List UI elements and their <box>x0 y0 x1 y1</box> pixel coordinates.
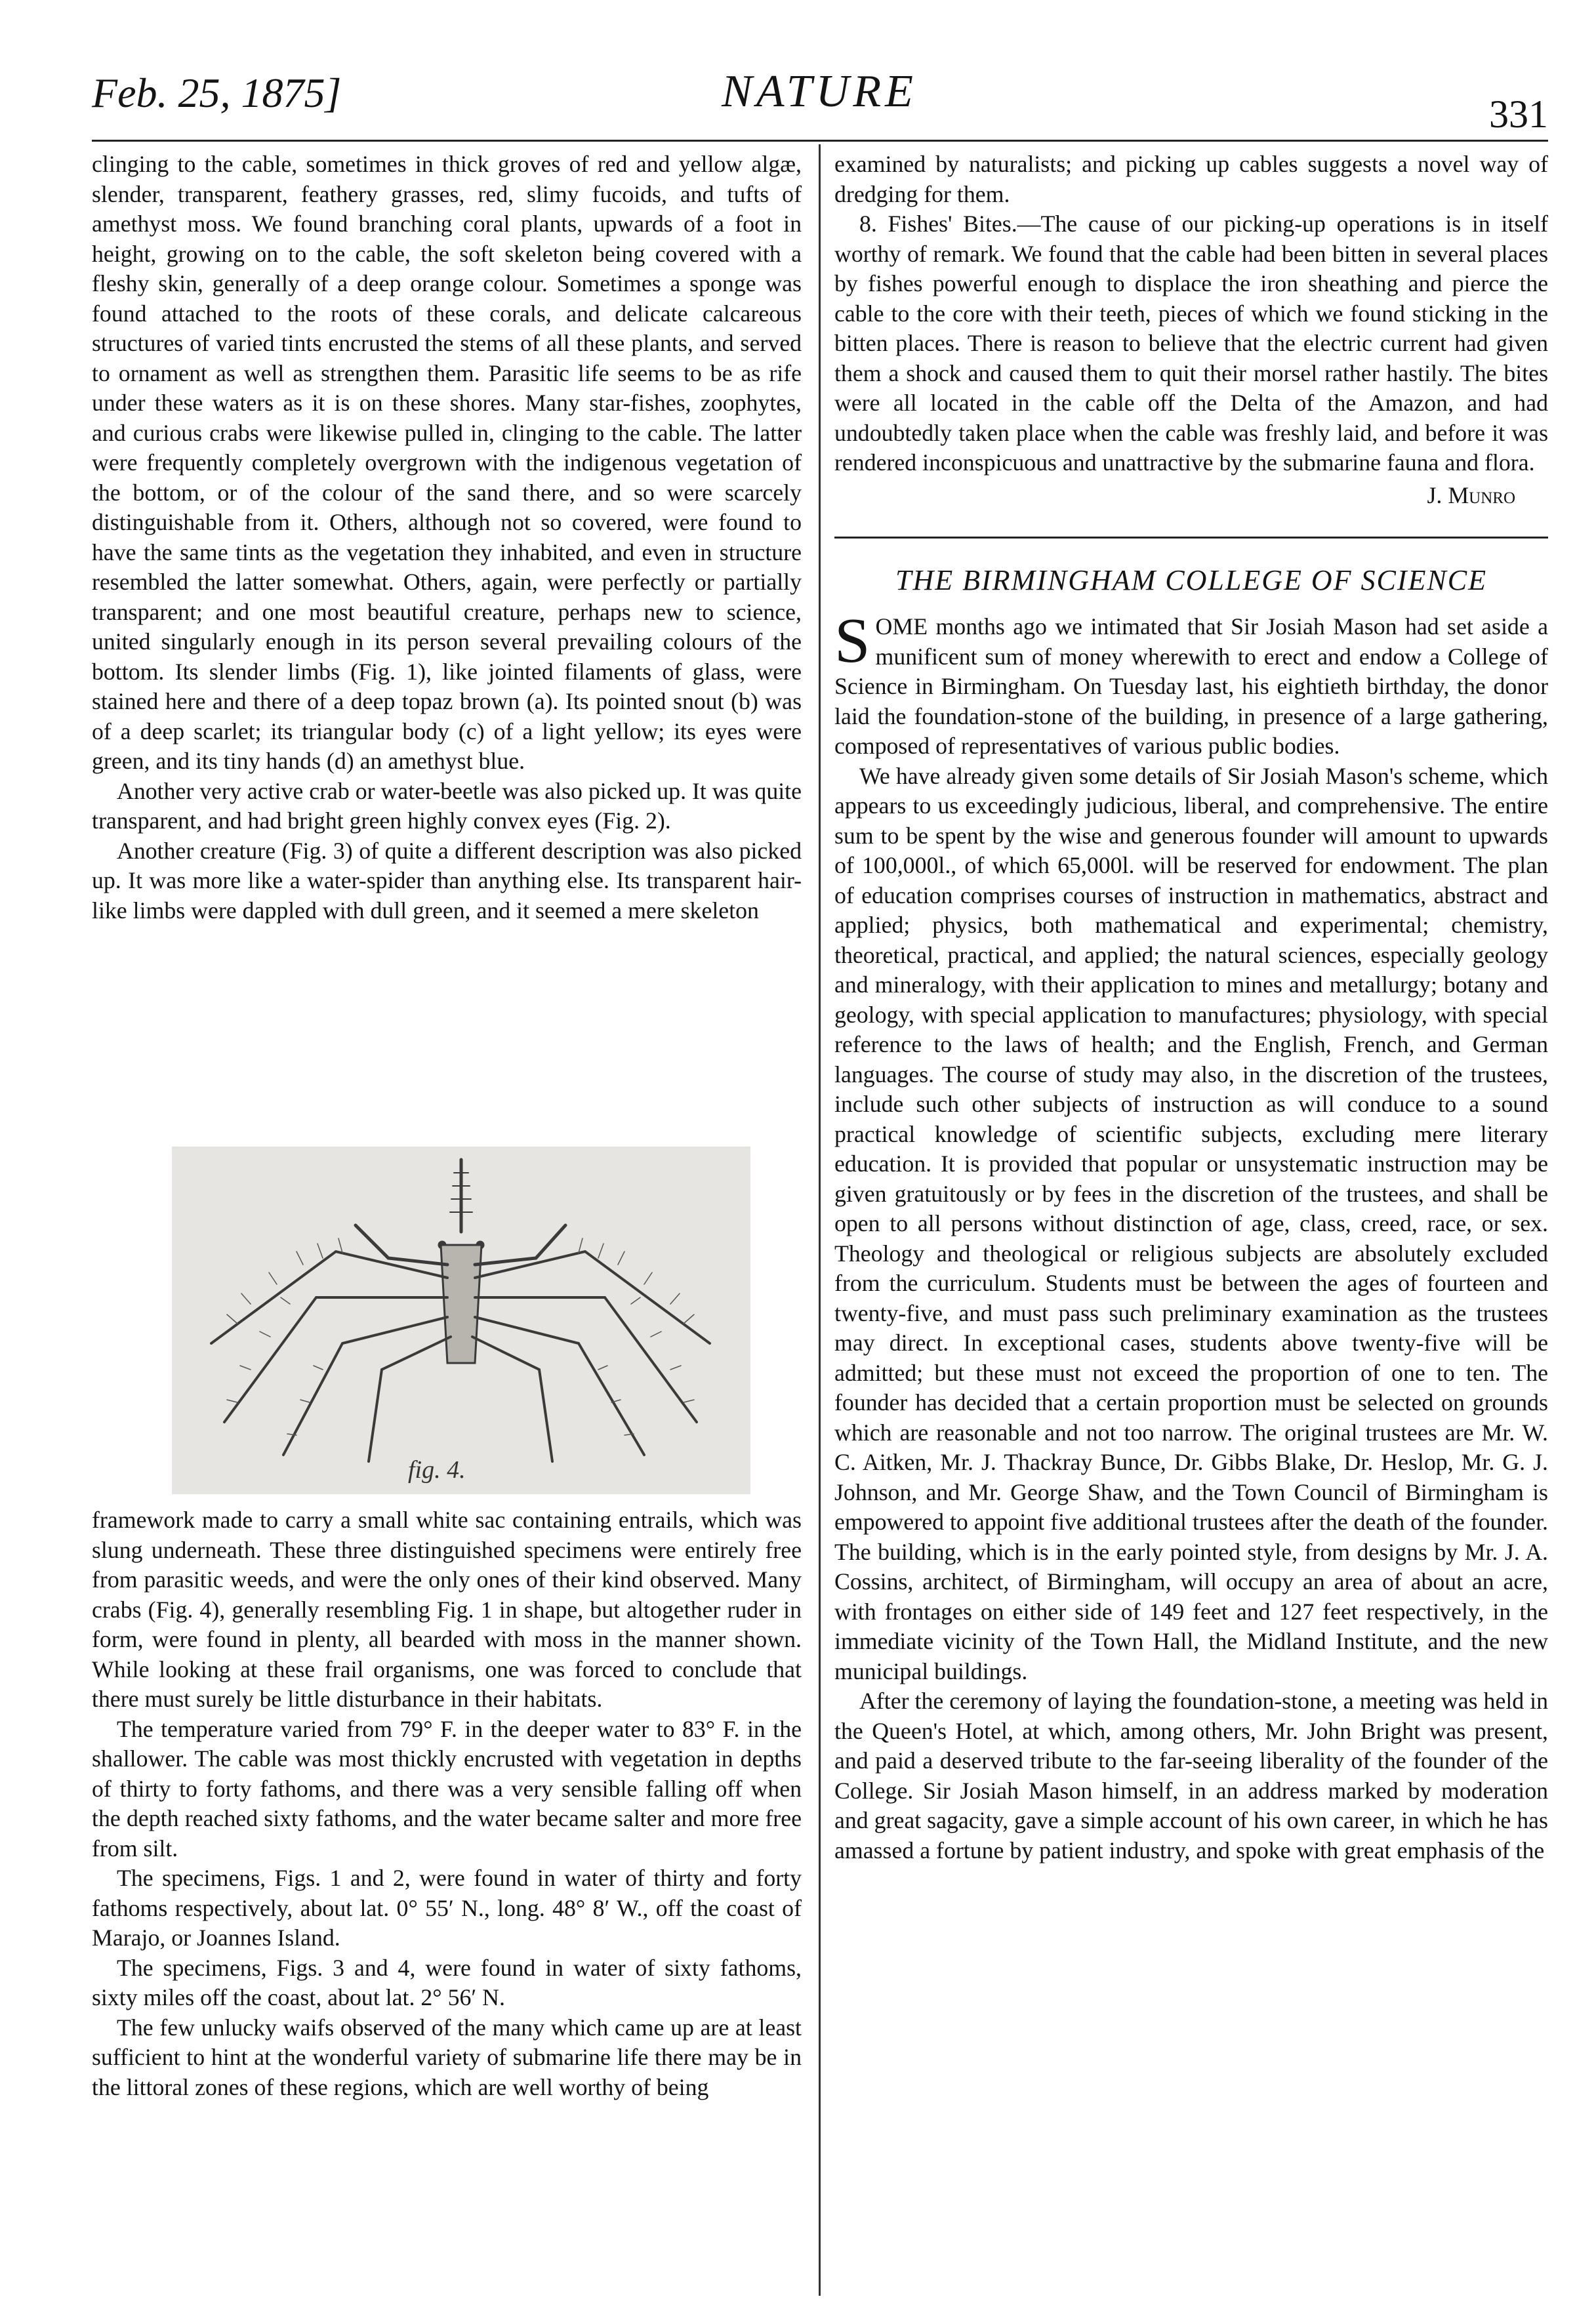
paragraph-waifs: The few unlucky waifs observed of the many which came up are at least sufficient to hint at the wonderful variety of submarine life there may be in the littoral zones of these regions, which are well worthy of being <box>92 2014 802 2100</box>
paragraph-crab: Another very active crab or water-beetle was also picked up. It was quite transparent, and had bright green highly convex eyes (Fig. 2). <box>92 777 802 834</box>
figure-caption: fig. 4. <box>408 1456 466 1484</box>
paragraph-intro <box>834 605 1548 762</box>
paragraph-algae: clinging to the cable, sometimes in thick groves of red and yellow algæ, slender, transparent, feathery grasses, red, slimy fucoids, and tufts of amethyst moss. We found branching coral plants, upwards of a foot in height, growing on to the cable, the soft skeleton being covered with a fleshy skin, generally of a deep orange colour. Sometimes a sponge was found attached to the roots of these corals, and delicate calcareous structures of varied tints encrusted the stems of all these plants, and served to ornament as well as strengthen them. Parasitic life seems to be as rife under these waters as it is on these shores. Many star-fishes, zoophytes, and curious crabs were likewise pulled in, clinging to the cable. The latter were frequently completely overgrown with the indigenous vegetation of the bottom, or of the colour of the sand there, and so were scarcely distinguishable from it. Others, although not so covered, were found to have the same tints as the vegetation they inhabited, and even in structure resembled the latter somewhat. Others, again, were perfectly or partially transparent; and one most beautiful creature, perhaps new to science, united singularly enough in its person several prevailing colours of the bottom. Its slender limbs (Fig. 1), like jointed filaments of glass, were stained here and there of a deep topaz brown (a). Its pointed snout (b) was of a deep scarlet; its triangular body (c) of a light yellow; its eyes were green, and its tiny hands (d) an amethyst blue. <box>92 151 802 774</box>
page-number: 331 <box>1489 92 1548 136</box>
intro-text: OME months ago we intimated that Sir Josiah Mason had set aside a munificent sum of money wherewith to erect and endow a College of Science in Birmingham. On Tuesday last, his eightieth birthday, the donor laid the foundation-stone of the building, in presence of a large gathering, composed of representatives of various public bodies. <box>834 613 1548 759</box>
author-signature: J. Munro <box>1427 481 1515 508</box>
right-column <box>834 150 1548 1865</box>
paragraph-ceremony: After the ceremony of laying the foundation-stone, a meeting was held in the Queen's Hotel, at which, among others, Mr. John Bright was present, and paid a deserved tribute to the far-seeing liberality of the founder of the College. Sir Josiah Mason himself, in an address marked by moderation and great sagacity, gave a simple account of his own career, in which he has amassed a fortune by patient industry, and spoke with great emphasis of the <box>834 1688 1548 1864</box>
paragraph-fig3: Another creature (Fig. 3) of quite a different description was also picked up. It was more like a water-spider than anything else. Its transparent hair-like limbs were dappled with dull green, and it seemed a mere skeleton <box>92 837 802 924</box>
article-separator <box>834 537 1548 539</box>
drop-cap: S <box>834 605 870 676</box>
paragraph-fishes-bites: 8. Fishes' Bites.—The cause of our picking-up operations is in itself worthy of remark. We found that the cable had been bitten in several places by fishes powerful enough to displace the iron sheathing and pierce the cable to the core with their teeth, pieces of which we found sticking in the bitten places. There is reason to believe that the electric current had given them a shock and caused them to quit their morsel rather hastily. The bites were all located in the cable off the Delta of the Amazon, and had undoubtedly taken place when the cable was freshly laid, and before it was rendered inconspicuous and unattractive by the submarine fauna and flora. <box>834 211 1548 476</box>
left-column-bottom <box>92 1505 802 2102</box>
paragraph-temperature: The temperature varied from 79° F. in the deeper water to 83° F. in the shallower. The cable was most thickly encrusted with vegetation in depths of thirty to forty fathoms, and there was a very sensible falling off when the depth reached sixty fathoms, and the water became salter and more free from silt. <box>92 1715 802 1862</box>
left-column-top <box>92 150 802 926</box>
page-header <box>92 62 1548 134</box>
paragraph-specimens-2: The specimens, Figs. 3 and 4, were found in water of sixty fathoms, sixty miles off the coast, about lat. 2° 56′ N. <box>92 1954 802 2010</box>
paragraph-examined: examined by naturalists; and picking up cables suggests a novel way of dredging for them. <box>834 151 1548 207</box>
issue-date: Feb. 25, 1875] <box>92 70 342 116</box>
paragraph-framework: framework made to carry a small white sac containing entrails, which was slung underneath. These three distinguished specimens were entirely free from parasitic weeds, and were the only ones of their kind observed. Many crabs (Fig. 4), generally resembling Fig. 1 in shape, but altogether ruder in form, were found in plenty, all bearded with moss in the manner shown. While looking at these frail organisms, one was forced to conclude that there must surely be little disturbance in their habitats. <box>92 1507 802 1712</box>
journal-title: NATURE <box>722 66 917 117</box>
header-rule <box>92 140 1548 142</box>
paragraph-specimens-1: The specimens, Figs. 1 and 2, were found in water of thirty and forty fathoms respectively, about lat. 0° 55′ N., long. 48° 8′ W., off the coast of Marajo, or Joannes Island. <box>92 1865 802 1951</box>
paragraph-scheme: We have already given some details of Sir Josiah Mason's scheme, which appears to us exceedingly judicious, liberal, and comprehensive. The entire sum to be spent by the wise and generous founder will amount to upwards of 100,000l., of which 65,000l. will be reserved for endowment. The plan of education comprises courses of instruction in mathematics, abstract and applied; physics, both mathematical and experimental; chemistry, theoretical, practical, and applied; the natural sciences, especially geology and mineralogy, with their application to mines and metallurgy; botany and geology, with special application to manufactures; physiology, with special reference to the laws of health; and the English, French, and German languages. The course of study may also, in the discretion of the trustees, include such other subjects of instruction as will conduce to a sound practical knowledge of scientific subjects, excluding mere literary education. It is provided that popular or unsystematic instruction may be given gratuitously or by fees in the discretion of the trustees, and shall be open to all persons without distinction of age, class, creed, race, or sex. Theology and theological or religious subjects are absolutely excluded from the curriculum. Students must be between the ages of fourteen and twenty-five, and must pass such preliminary examination as the trustees may direct. In exceptional cases, students above twenty-five will be admitted; but these must not exceed the proportion of one to ten. The founder has decided that a certain proportion must be selected on grounds which are reasonable and not too narrow. The original trustees are Mr. W. C. Aitken, Mr. J. Thackray Bunce, Dr. Gibbs Blake, Dr. Heslop, Mr. G. J. Johnson, and Mr. George Shaw, and the Town Council of Birmingham is empowered to appoint five additional trustees after the death of the founder. The building, which is in the early pointed style, from designs by Mr. J. A. Cossins, architect, of Birmingham, will occupy an area of about an acre, with frontages on either side of 149 feet and 127 feet respectively, in the immediate vicinity of the Town Hall, the Midland Institute, and the new municipal buildings. <box>834 762 1548 1684</box>
column-divider <box>819 144 821 2296</box>
article-title: THE BIRMINGHAM COLLEGE OF SCIENCE <box>895 564 1487 596</box>
figure-4-crab-illustration <box>172 1147 750 1494</box>
